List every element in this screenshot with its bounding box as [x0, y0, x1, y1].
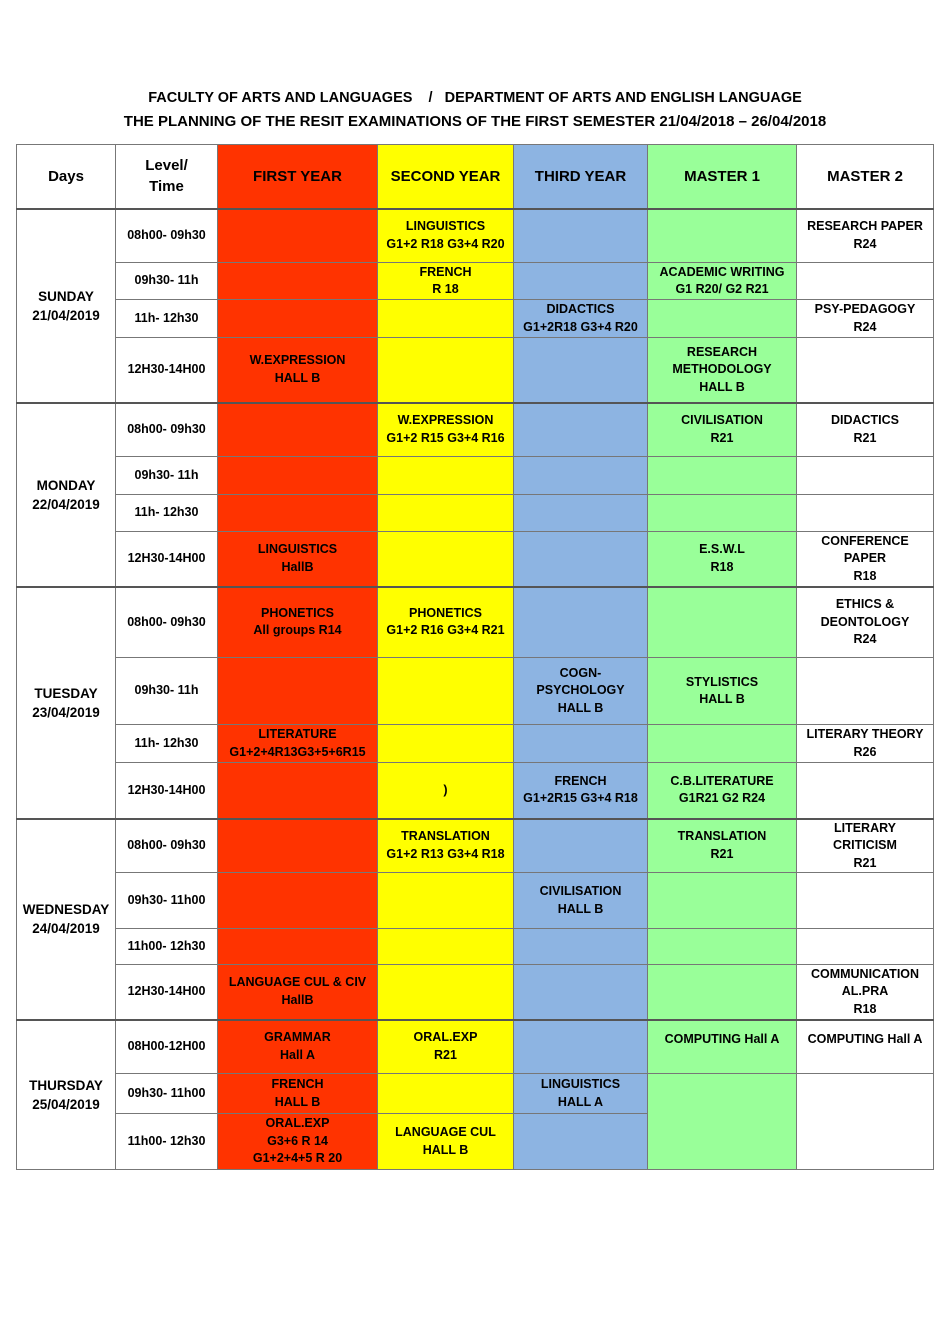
header-second-year: SECOND YEAR — [378, 145, 514, 209]
cell-master-1 — [648, 495, 797, 532]
cell-third-year — [514, 532, 648, 587]
time-slot: 08h00- 09h30 — [116, 209, 218, 263]
cell-master-1 — [648, 457, 797, 495]
exam-timetable — [16, 144, 934, 1170]
cell-first-year — [218, 873, 378, 929]
cell-first-year: ORAL.EXP G3+6 R 14 G1+2+4+5 R 20 — [218, 1114, 378, 1170]
header-master-2: MASTER 2 — [797, 145, 934, 209]
cell-master-1 — [648, 300, 797, 338]
cell-first-year — [218, 300, 378, 338]
cell-first-year: GRAMMAR Hall A — [218, 1020, 378, 1074]
day-monday: MONDAY 22/04/2019 — [17, 403, 116, 587]
cell-first-year — [218, 457, 378, 495]
cell-third-year — [514, 495, 648, 532]
cell-second-year — [378, 929, 514, 965]
time-slot: 12H30-14H00 — [116, 338, 218, 403]
time-slot: 09h30- 11h00 — [116, 1074, 218, 1114]
cell-second-year — [378, 300, 514, 338]
cell-master-1 — [648, 1074, 797, 1170]
cell-first-year — [218, 929, 378, 965]
cell-first-year: LITERATURE G1+2+4R13G3+5+6R15 — [218, 725, 378, 763]
cell-master-2: LITERARY THEORY R26 — [797, 725, 934, 763]
cell-first-year — [218, 763, 378, 819]
cell-first-year: LANGUAGE CUL & CIV HallB — [218, 965, 378, 1020]
cell-third-year — [514, 587, 648, 658]
cell-third-year — [514, 965, 648, 1020]
cell-master-1 — [648, 725, 797, 763]
cell-third-year — [514, 457, 648, 495]
cell-master-2: COMPUTING Hall A — [797, 1020, 934, 1074]
cell-third-year: COGN- PSYCHOLOGY HALL B — [514, 658, 648, 725]
cell-second-year: ORAL.EXP R21 — [378, 1020, 514, 1074]
time-slot: 11h00- 12h30 — [116, 1114, 218, 1170]
cell-first-year: W.EXPRESSION HALL B — [218, 338, 378, 403]
cell-third-year — [514, 1114, 648, 1170]
time-slot: 08h00- 09h30 — [116, 587, 218, 658]
time-slot: 09h30- 11h00 — [116, 873, 218, 929]
cell-master-1 — [648, 587, 797, 658]
cell-second-year — [378, 457, 514, 495]
cell-third-year: DIDACTICS G1+2R18 G3+4 R20 — [514, 300, 648, 338]
cell-third-year — [514, 725, 648, 763]
cell-master-2 — [797, 658, 934, 725]
header-third-year: THIRD YEAR — [514, 145, 648, 209]
cell-second-year — [378, 873, 514, 929]
cell-first-year: FRENCH HALL B — [218, 1074, 378, 1114]
time-slot: 11h- 12h30 — [116, 495, 218, 532]
cell-master-1 — [648, 209, 797, 263]
day-thursday: THURSDAY 25/04/2019 — [17, 1020, 116, 1170]
header-days: Days — [17, 145, 116, 209]
cell-second-year — [378, 495, 514, 532]
cell-master-1 — [648, 965, 797, 1020]
cell-master-2 — [797, 1074, 934, 1170]
day-tuesday: TUESDAY 23/04/2019 — [17, 587, 116, 819]
header-first-year: FIRST YEAR — [218, 145, 378, 209]
cell-second-year: TRANSLATION G1+2 R13 G3+4 R18 — [378, 819, 514, 873]
header-master-1: MASTER 1 — [648, 145, 797, 209]
time-slot: 09h30- 11h — [116, 263, 218, 300]
cell-master-1: CIVILISATION R21 — [648, 403, 797, 457]
cell-master-1 — [648, 873, 797, 929]
cell-second-year: PHONETICS G1+2 R16 G3+4 R21 — [378, 587, 514, 658]
cell-master-1 — [648, 929, 797, 965]
cell-second-year — [378, 965, 514, 1020]
cell-third-year: CIVILISATION HALL B — [514, 873, 648, 929]
time-slot: 11h- 12h30 — [116, 300, 218, 338]
cell-master-2: RESEARCH PAPER R24 — [797, 209, 934, 263]
cell-second-year — [378, 532, 514, 587]
cell-master-2 — [797, 763, 934, 819]
time-slot: 08h00- 09h30 — [116, 819, 218, 873]
cell-third-year — [514, 338, 648, 403]
planning-title-heading: THE PLANNING OF THE RESIT EXAMINATIONS OF THE FIRST SEMESTER 21/04/2018 – 26/04/2018 — [123, 113, 827, 130]
cell-master-2 — [797, 263, 934, 300]
cell-master-2: PSY-PEDAGOGY R24 — [797, 300, 934, 338]
cell-master-1: C.B.LITERATURE G1R21 G2 R24 — [648, 763, 797, 819]
cell-second-year — [378, 725, 514, 763]
cell-first-year — [218, 263, 378, 300]
time-slot: 08H00-12H00 — [116, 1020, 218, 1074]
cell-second-year: ) — [378, 763, 514, 819]
cell-second-year: LINGUISTICS G1+2 R18 G3+4 R20 — [378, 209, 514, 263]
cell-master-1: ACADEMIC WRITING G1 R20/ G2 R21 — [648, 263, 797, 300]
cell-third-year — [514, 1020, 648, 1074]
cell-master-2 — [797, 457, 934, 495]
cell-first-year: PHONETICS All groups R14 — [218, 587, 378, 658]
cell-first-year — [218, 819, 378, 873]
cell-first-year — [218, 495, 378, 532]
cell-master-1: TRANSLATION R21 — [648, 819, 797, 873]
cell-master-1: COMPUTING Hall A — [648, 1020, 797, 1074]
cell-master-2: COMMUNICATION AL.PRA R18 — [797, 965, 934, 1020]
time-slot: 11h- 12h30 — [116, 725, 218, 763]
time-slot: 08h00- 09h30 — [116, 403, 218, 457]
cell-master-1: STYLISTICS HALL B — [648, 658, 797, 725]
cell-third-year — [514, 209, 648, 263]
day-wednesday: WEDNESDAY 24/04/2019 — [17, 819, 116, 1020]
cell-master-2 — [797, 495, 934, 532]
cell-master-2: DIDACTICS R21 — [797, 403, 934, 457]
cell-master-2: LITERARY CRITICISM R21 — [797, 819, 934, 873]
cell-first-year — [218, 658, 378, 725]
faculty-department-heading: FACULTY OF ARTS AND LANGUAGES / DEPARTMENT OF ARTS AND ENGLISH LANGUAGE — [148, 90, 802, 106]
cell-master-1: E.S.W.L R18 — [648, 532, 797, 587]
header-level-time: Level/ Time — [116, 145, 218, 209]
cell-second-year — [378, 658, 514, 725]
time-slot: 09h30- 11h — [116, 658, 218, 725]
time-slot: 12H30-14H00 — [116, 532, 218, 587]
cell-second-year — [378, 338, 514, 403]
cell-master-2 — [797, 929, 934, 965]
cell-third-year: LINGUISTICS HALL A — [514, 1074, 648, 1114]
cell-first-year — [218, 209, 378, 263]
day-sunday: SUNDAY 21/04/2019 — [17, 209, 116, 403]
cell-master-2 — [797, 338, 934, 403]
cell-third-year — [514, 263, 648, 300]
cell-first-year — [218, 403, 378, 457]
cell-third-year: FRENCH G1+2R15 G3+4 R18 — [514, 763, 648, 819]
cell-second-year: W.EXPRESSION G1+2 R15 G3+4 R16 — [378, 403, 514, 457]
cell-second-year: LANGUAGE CUL HALL B — [378, 1114, 514, 1170]
time-slot: 12H30-14H00 — [116, 763, 218, 819]
cell-master-2 — [797, 873, 934, 929]
cell-third-year — [514, 929, 648, 965]
cell-third-year — [514, 403, 648, 457]
time-slot: 12H30-14H00 — [116, 965, 218, 1020]
cell-second-year: FRENCH R 18 — [378, 263, 514, 300]
time-slot: 11h00- 12h30 — [116, 929, 218, 965]
cell-second-year — [378, 1074, 514, 1114]
cell-first-year: LINGUISTICS HallB — [218, 532, 378, 587]
time-slot: 09h30- 11h — [116, 457, 218, 495]
cell-master-2: CONFERENCE PAPER R18 — [797, 532, 934, 587]
cell-third-year — [514, 819, 648, 873]
cell-master-1: RESEARCH METHODOLOGY HALL B — [648, 338, 797, 403]
cell-master-2: ETHICS & DEONTOLOGY R24 — [797, 587, 934, 658]
